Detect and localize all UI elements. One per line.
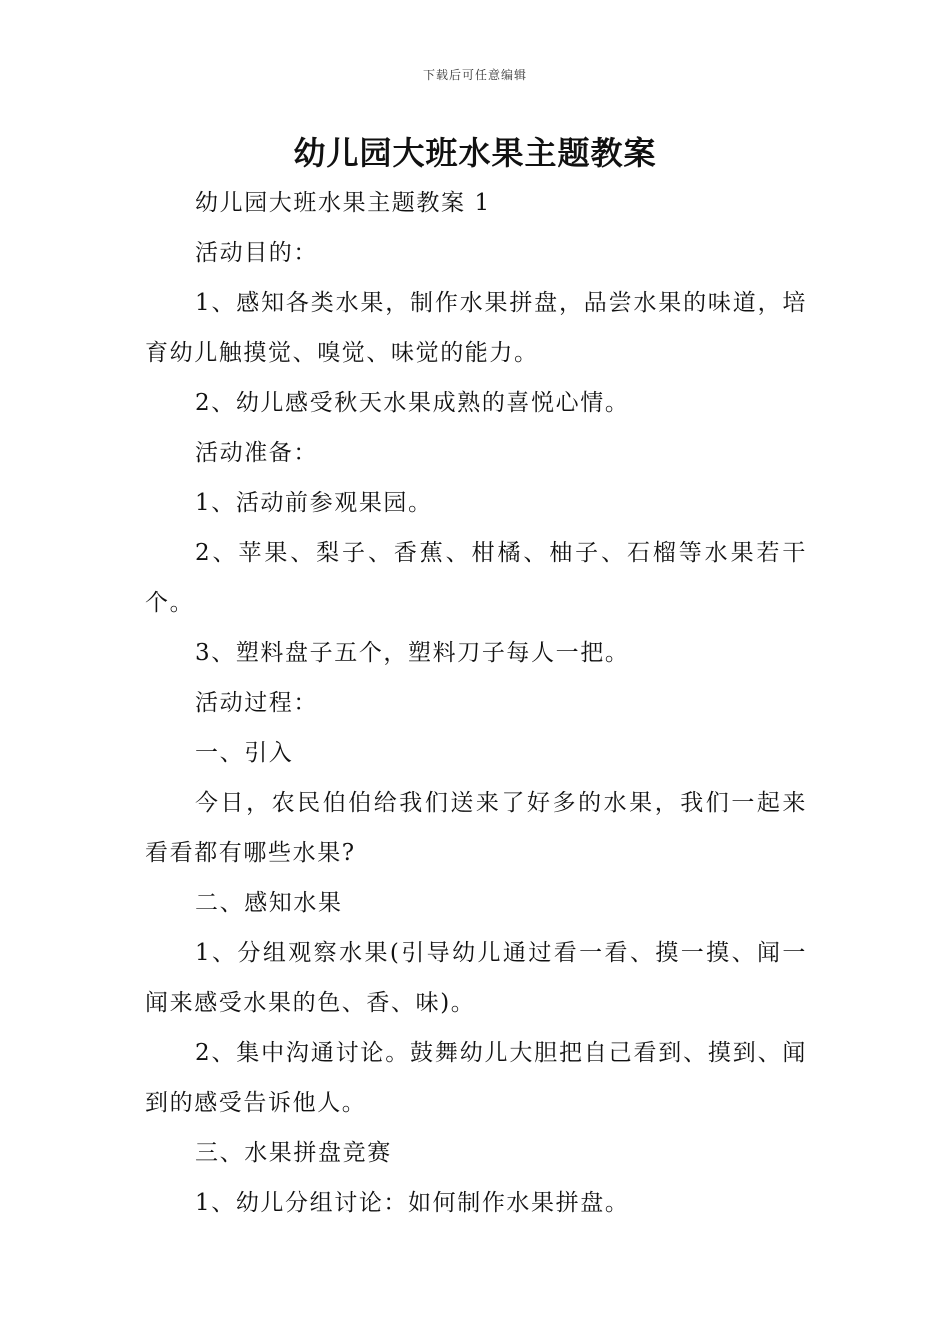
paragraph: 2、幼儿感受秋天水果成熟的喜悦心情。	[195, 390, 630, 416]
section-heading-process: 活动过程：	[195, 690, 318, 716]
paragraph: 1、分组观察水果(引导幼儿通过看一看、摸一摸、闻一闻来感受水果的色、香、味)。	[145, 940, 807, 1016]
subheading-perceive: 二、感知水果	[195, 890, 343, 916]
document-title: 幼儿园大班水果主题教案	[293, 134, 657, 172]
subheading-contest: 三、水果拼盘竞赛	[195, 1140, 392, 1166]
subtitle-paragraph: 幼儿园大班水果主题教案 1	[195, 190, 491, 216]
paragraph: 1、活动前参观果园。	[195, 490, 433, 516]
paragraph: 今日，农民伯伯给我们送来了好多的水果，我们一起来看看都有哪些水果?	[145, 790, 807, 866]
section-heading-goals: 活动目的：	[195, 240, 318, 266]
paragraph: 3、塑料盘子五个，塑料刀子每人一把。	[195, 640, 630, 666]
paragraph: 1、感知各类水果，制作水果拼盘，品尝水果的味道，培育幼儿触摸觉、嗅觉、味觉的能力。	[145, 290, 807, 366]
section-heading-preparation: 活动准备：	[195, 440, 318, 466]
header-note: 下载后可任意编辑	[422, 68, 527, 82]
paragraph: 1、幼儿分组讨论：如何制作水果拼盘。	[195, 1190, 630, 1216]
document-body	[145, 178, 807, 1228]
paragraph: 2、集中沟通讨论。鼓舞幼儿大胆把自己看到、摸到、闻到的感受告诉他人。	[145, 1040, 807, 1116]
subheading-intro: 一、引入	[195, 740, 294, 766]
paragraph: 2、苹果、梨子、香蕉、柑橘、柚子、石榴等水果若干个。	[145, 540, 807, 616]
